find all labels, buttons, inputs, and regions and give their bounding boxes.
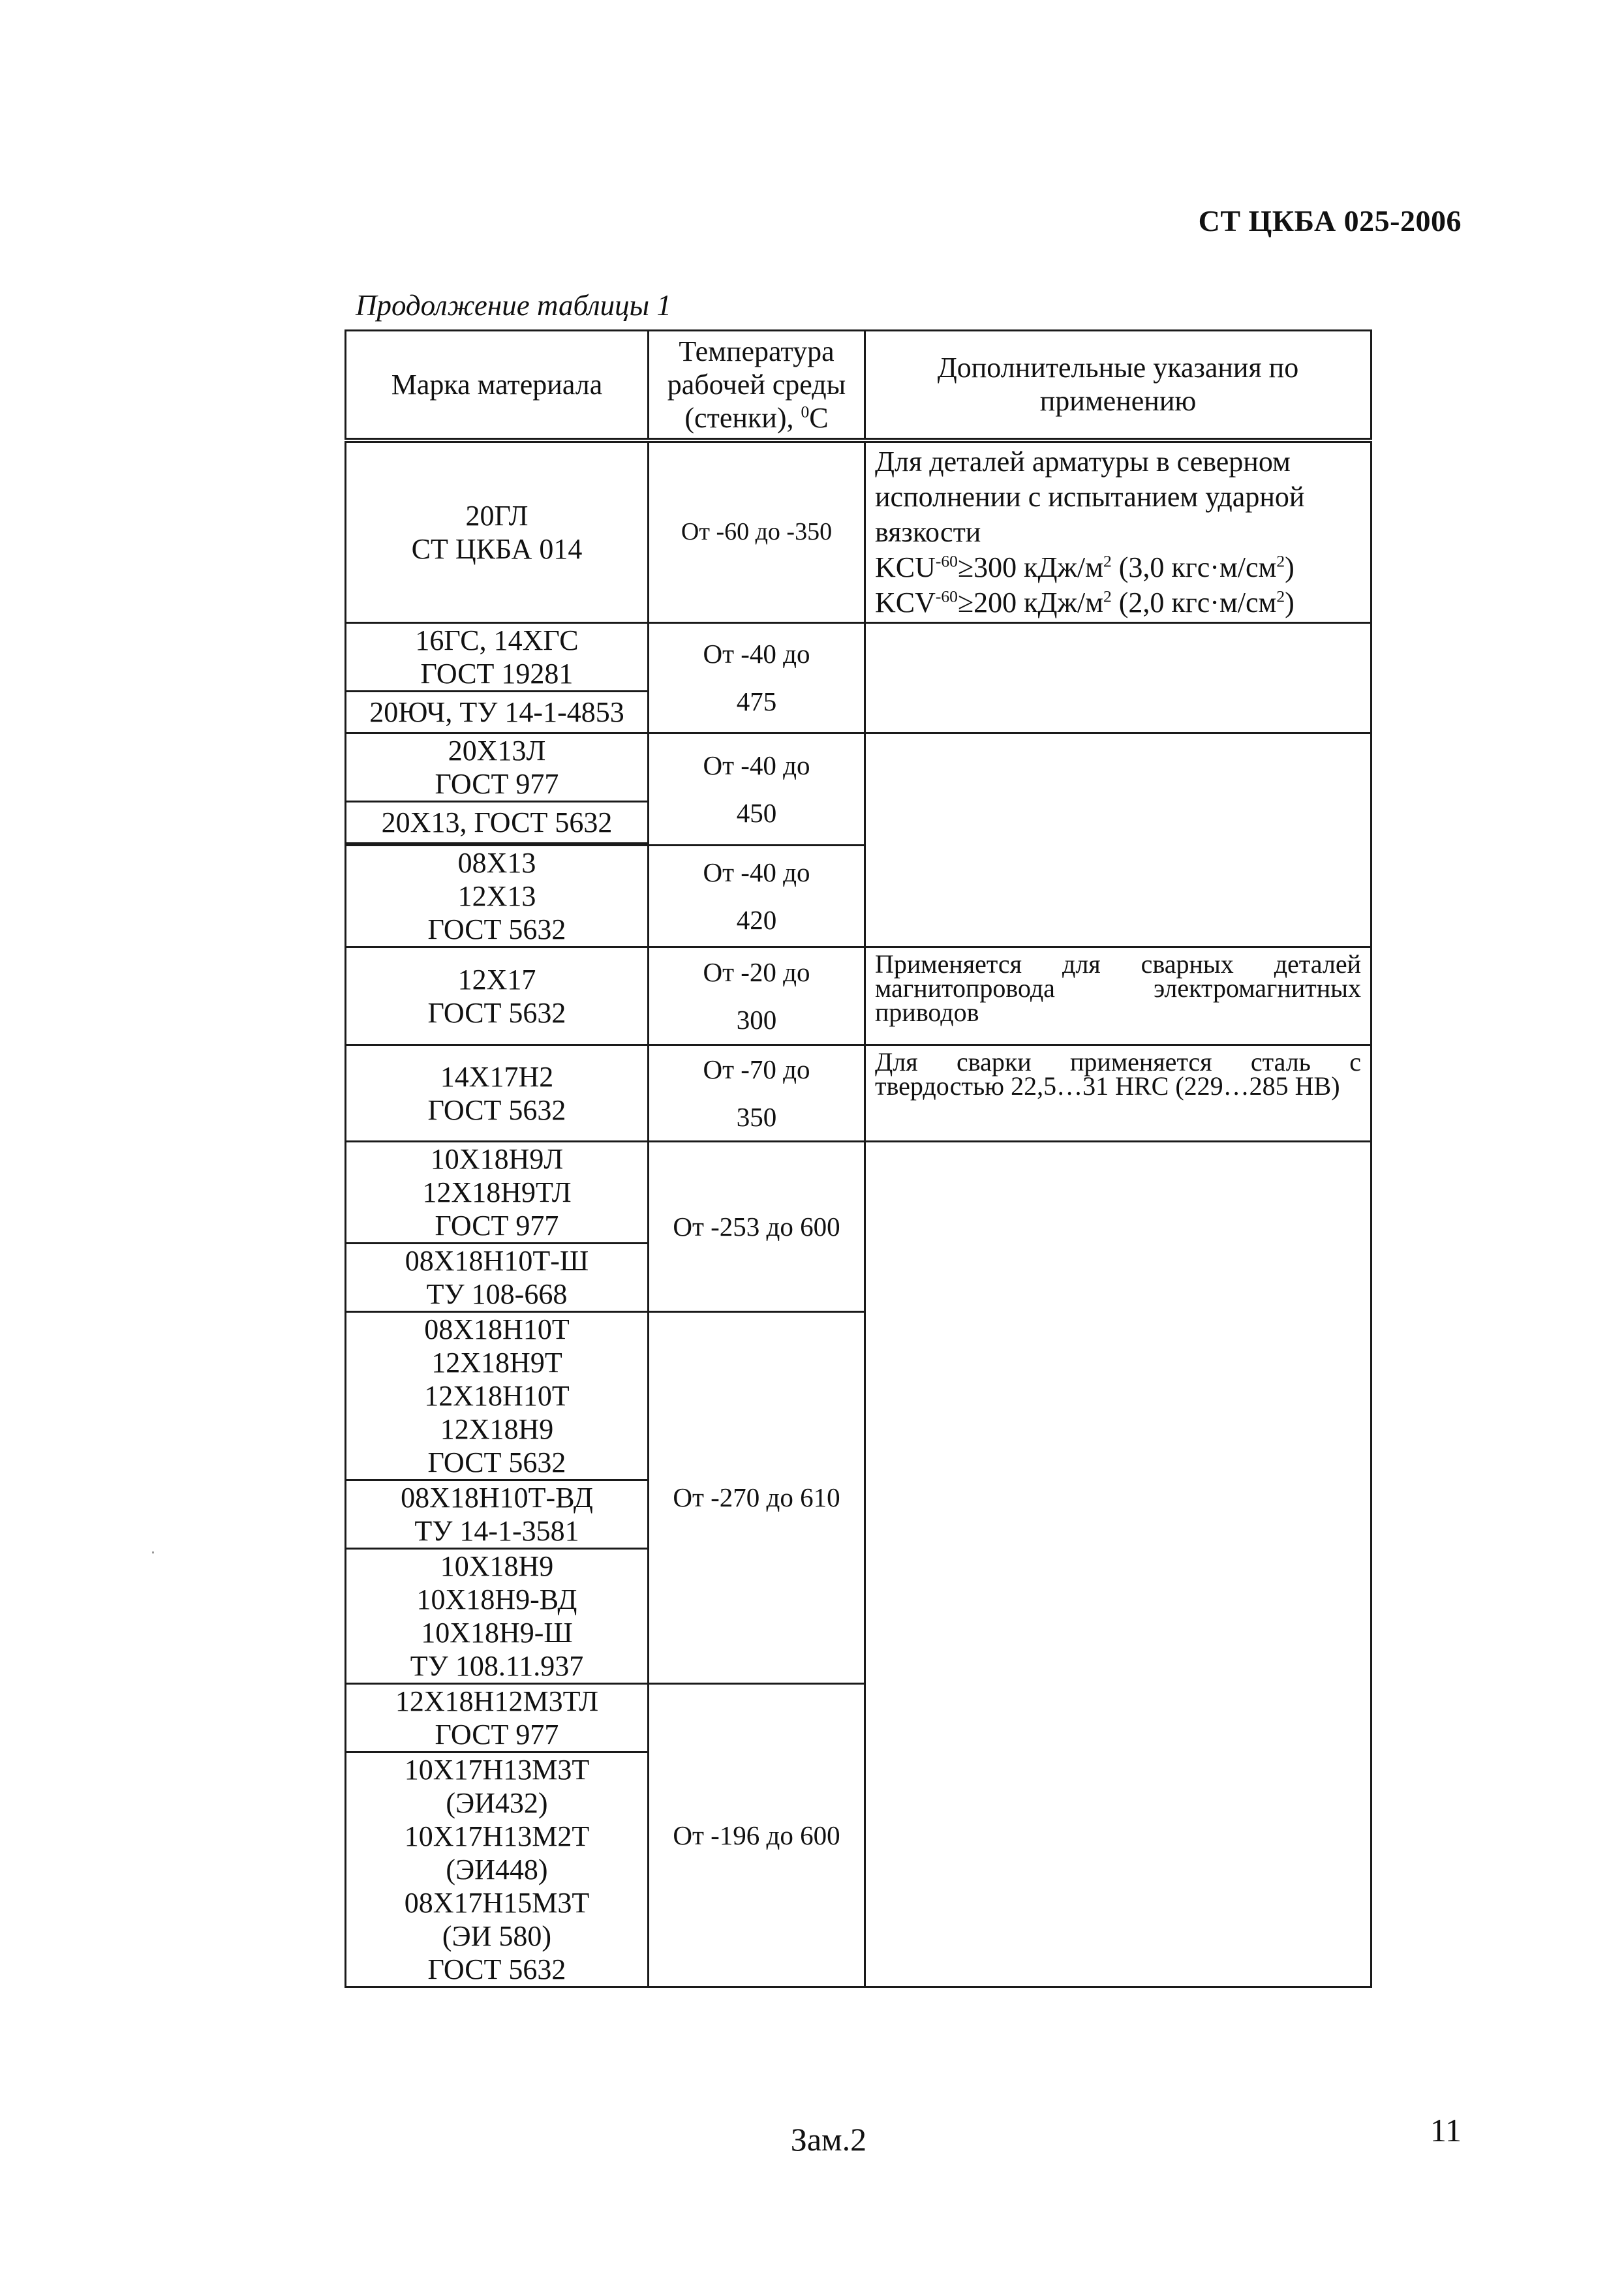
material-cell: 10Х18Н9 10Х18Н9-ВД 10Х18Н9-Ш ТУ 108.11.937 bbox=[346, 1549, 649, 1684]
material-cell: 10Х17Н13М3Т (ЭИ432) 10Х17Н13М2Т (ЭИ448) 08Х17Н15М3Т (ЭИ 580) ГОСТ 5632 bbox=[346, 1752, 649, 1987]
material-cell: 20ГЛ СТ ЦКБА 014 bbox=[346, 440, 649, 623]
material-cell: 12Х17 ГОСТ 5632 bbox=[346, 947, 649, 1045]
material-cell: 08Х13 12Х13 ГОСТ 5632 bbox=[346, 846, 649, 947]
table-caption: Продолжение таблицы 1 bbox=[356, 289, 671, 322]
material-cell: 08Х18Н10Т 12Х18Н9Т 12Х18Н10Т 12Х18Н9 ГОСТ 5632 bbox=[346, 1312, 649, 1480]
revision-mark: Зам.2 bbox=[790, 2121, 867, 2158]
material-cell: 12Х18Н12М3ТЛ ГОСТ 977 bbox=[346, 1684, 649, 1752]
temperature-cell: От -70 до 350 bbox=[649, 1045, 865, 1142]
table-row bbox=[346, 947, 1371, 1045]
material-cell: 08Х18Н10Т-Ш ТУ 108-668 bbox=[346, 1244, 649, 1312]
table-row bbox=[346, 1045, 1371, 1142]
material-cell: 20Х13, ГОСТ 5632 bbox=[346, 802, 649, 844]
temperature-cell: От -40 до 475 bbox=[649, 623, 865, 733]
notes-cell: Для сварки применяется сталь с твердостью 22,5…31 HRC (229…285 HB) bbox=[865, 1045, 1371, 1142]
header-material: Марка материала bbox=[346, 331, 649, 440]
header-notes: Дополнительные указания по применению bbox=[865, 331, 1371, 440]
temperature-cell: От -270 до 610 bbox=[649, 1312, 865, 1684]
notes-cell bbox=[865, 623, 1371, 733]
temperature-cell: От -20 до 300 bbox=[649, 947, 865, 1045]
table-header-row bbox=[346, 331, 1371, 440]
page-number: 11 bbox=[1430, 2112, 1462, 2148]
table-row bbox=[346, 440, 1371, 623]
kcu-requirement: $KCU^{-60}\ge 300$ кДж/$м^2$ (3,0 $кгс\cdot м/см^2$) bbox=[875, 551, 1295, 583]
material-cell: 14Х17Н2 ГОСТ 5632 bbox=[346, 1045, 649, 1142]
kcv-requirement: $KCV^{-60}\ge 200$ кДж/$м^2$ (2,0 $кгс\cdot м/см^2$) bbox=[875, 586, 1295, 619]
scan-speck bbox=[152, 1551, 154, 1553]
temperature-cell: От -60 до -350 bbox=[649, 440, 865, 623]
material-cell: 08Х18Н10Т-ВД ТУ 14-1-3581 bbox=[346, 1480, 649, 1549]
temperature-cell: От -253 до 600 bbox=[649, 1142, 865, 1312]
notes-cell: Применяется для сварных деталей магнитопровода электромагнитных приводов bbox=[865, 947, 1371, 1045]
notes-cell bbox=[865, 1142, 1371, 1987]
materials-table bbox=[345, 329, 1372, 1988]
table-row bbox=[346, 1142, 1371, 1244]
material-cell: 20Х13Л ГОСТ 977 bbox=[346, 733, 649, 802]
notes-cell: Для деталей арматуры в северном исполнении с испытанием ударной вязкости $KCU^{-60}\ge 300$ кДж/$м^2$ (3,0 $кгс\cdot м/см^2$) $KCV^{-60}\ge 200$ кДж/$м^2$ (2,0 $кгс\cdot м/см^2$) bbox=[865, 440, 1371, 623]
notes-cell bbox=[865, 733, 1371, 947]
document-code: СТ ЦКБА 025-2006 bbox=[1198, 204, 1462, 237]
temperature-cell: От -196 до 600 bbox=[649, 1684, 865, 1987]
material-cell: 16ГС, 14ХГС ГОСТ 19281 bbox=[346, 623, 649, 692]
table-row bbox=[346, 623, 1371, 692]
temperature-cell: От -40 до 450 bbox=[649, 733, 865, 846]
material-cell: 20ЮЧ, ТУ 14-1-4853 bbox=[346, 692, 649, 733]
table-row bbox=[346, 733, 1371, 802]
materials-table-container bbox=[345, 329, 1370, 1988]
temperature-cell: От -40 до 420 bbox=[649, 846, 865, 947]
header-temperature: Температура рабочей среды (стенки), $^0$C bbox=[649, 331, 865, 440]
material-cell: 10Х18Н9Л 12Х18Н9ТЛ ГОСТ 977 bbox=[346, 1142, 649, 1244]
